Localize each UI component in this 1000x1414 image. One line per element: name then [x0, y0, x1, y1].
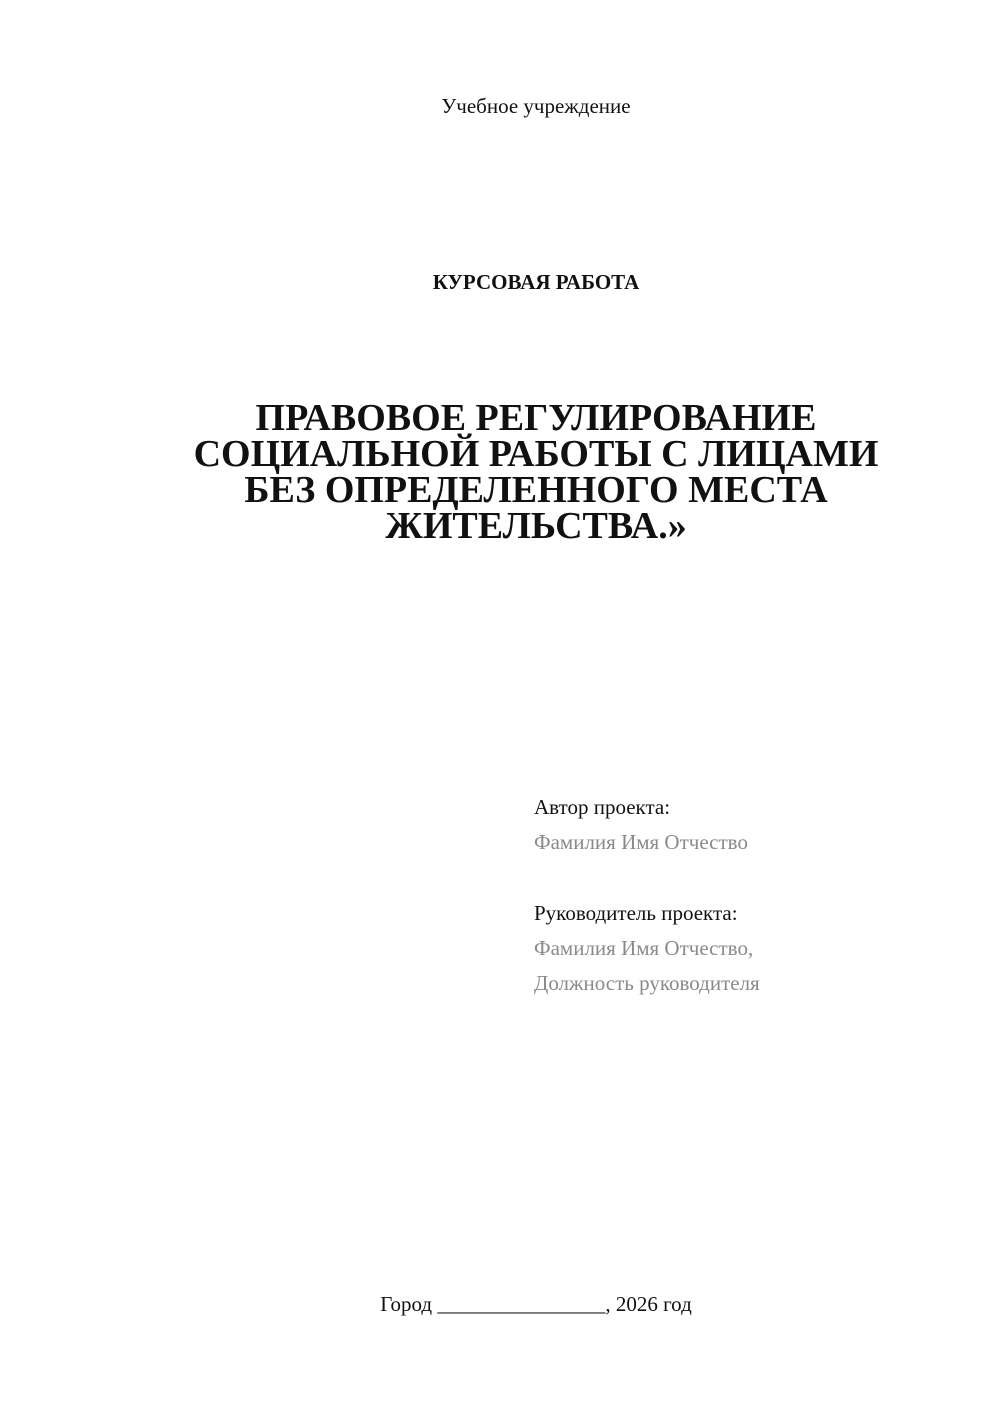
institution-name: Учебное учреждение [441, 94, 631, 118]
work-title-line-1: ПРАВОВОЕ РЕГУЛИРОВАНИЕ [255, 397, 817, 439]
work-title-line-3: БЕЗ ОПРЕДЕЛЕННОГО МЕСТА [244, 469, 828, 511]
work-title-line-4: ЖИТЕЛЬСТВА.» [385, 505, 687, 547]
work-title-line-2: СОЦИАЛЬНОЙ РАБОТЫ С ЛИЦАМИ [193, 433, 879, 475]
supervisor-name: Фамилия Имя Отчество, [534, 936, 754, 960]
author-name: Фамилия Имя Отчество [534, 830, 748, 854]
work-type: КУРСОВАЯ РАБОТА [432, 270, 640, 294]
credits-block [534, 790, 974, 1001]
supervisor-label: Руководитель проекта: [534, 901, 738, 925]
author-label: Автор проекта: [534, 795, 671, 819]
credits-spacer [534, 860, 974, 896]
city-year-line: Город ________________, 2026 год [380, 1292, 692, 1316]
work-title [100, 397, 972, 547]
supervisor-position: Должность руководителя [534, 971, 760, 995]
